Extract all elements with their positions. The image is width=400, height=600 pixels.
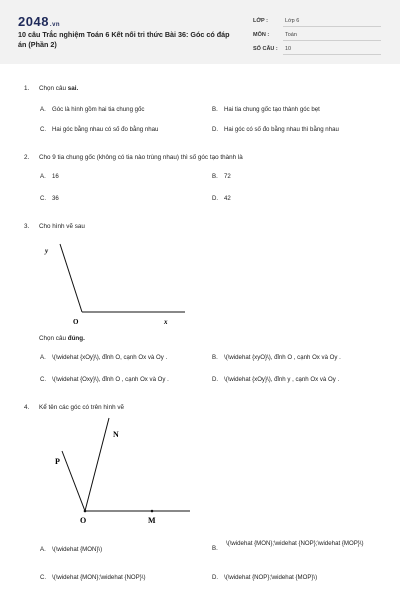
question-number: 1.	[24, 85, 30, 92]
question-prompt: Chọn câu sai.	[39, 85, 79, 92]
option-4c[interactable]: C. \(\widehat {MON};\widehat {NOP}\)	[40, 574, 146, 581]
option-text: Hai góc bằng nhau có số đo bằng nhau	[52, 126, 159, 133]
option-4d[interactable]: D. \(\widehat {NOP};\widehat {MOP}\)	[212, 574, 318, 581]
ray-on	[85, 418, 109, 511]
meta-count-value: 10	[285, 46, 292, 52]
label-m: M	[148, 516, 156, 525]
question-number: 2.	[24, 154, 30, 161]
label-p: P	[55, 457, 60, 466]
meta-divider	[283, 26, 381, 27]
option-4a[interactable]: A. \(\widehat {MON}\)	[40, 546, 103, 553]
document-header	[0, 0, 400, 64]
option-2c[interactable]: C. 36	[40, 195, 59, 202]
option-3d[interactable]: D. \(\widehat {xOy}\), đỉnh y , cạnh Ox và Oy .	[212, 376, 340, 383]
option-1a[interactable]: A. Góc là hình gồm hai tia chung gốc	[40, 106, 145, 113]
option-text: 36	[52, 195, 59, 202]
option-text: \(\widehat {xOy}\), đỉnh y , cạnh Ox và Oy .	[224, 376, 340, 383]
option-2b[interactable]: B. 72	[212, 173, 231, 180]
meta-divider	[283, 40, 381, 41]
meta-divider	[283, 54, 381, 55]
option-text: 16	[52, 173, 59, 180]
label-y: y	[45, 247, 49, 255]
question-number: 3.	[24, 223, 30, 230]
meta-class	[253, 17, 381, 27]
option-text: \(\widehat {xyO}\), đỉnh O , cạnh Ox và Oy .	[224, 354, 341, 361]
option-text: \(\widehat {xOy}\), đỉnh O, cạnh Ox và Oy .	[52, 354, 168, 361]
option-3b[interactable]: B. \(\widehat {xyO}\), đỉnh O , cạnh Ox và Oy .	[212, 354, 341, 361]
option-text: \(\widehat {Oxy}\), đỉnh O , cạnh Ox và Oy .	[52, 376, 169, 383]
meta-class-key: LỚP :	[253, 18, 268, 24]
option-2a[interactable]: A. 16	[40, 173, 59, 180]
option-text: Hai tia chung gốc tạo thành góc bẹt	[224, 106, 320, 113]
meta-count	[253, 45, 381, 55]
label-n: N	[113, 430, 119, 439]
option-4b[interactable]: B. \(\widehat {MON};\widehat {NOP};\widehat {MOP}\)	[212, 540, 372, 549]
meta-subject	[253, 31, 381, 41]
point-m	[151, 510, 154, 513]
site-logo[interactable]	[18, 14, 60, 29]
question-prompt: Cho 9 tia chung gốc (không có tia nào trùng nhau) thì số góc tạo thành là	[39, 154, 243, 161]
option-2d[interactable]: D. 42	[212, 195, 231, 202]
option-text: Hai góc có số đo bằng nhau thì bằng nhau	[224, 126, 339, 133]
option-1b[interactable]: B. Hai tia chung gốc tạo thành góc bẹt	[212, 106, 320, 113]
angle-mon-figure	[40, 414, 190, 534]
question-number: 4.	[24, 404, 30, 411]
option-1d[interactable]: D. Hai góc có số đo bằng nhau thì bằng nhau	[212, 126, 339, 133]
ray-oy	[60, 244, 82, 312]
ray-op	[62, 451, 85, 511]
logo-text: 2048	[18, 14, 49, 29]
option-text: 72	[224, 173, 231, 180]
option-text: \(\widehat {MON};\widehat {NOP}\)	[52, 574, 146, 581]
sub-prompt: Chọn câu đúng.	[39, 335, 85, 342]
angle-xoy-figure	[30, 236, 190, 326]
meta-count-key: SỐ CÂU :	[253, 46, 278, 52]
option-3a[interactable]: A. \(\widehat {xOy}\), đỉnh O, cạnh Ox và Oy .	[40, 354, 168, 361]
question-3-subprompt	[39, 334, 85, 343]
option-text: \(\widehat {MON}\)	[52, 546, 103, 553]
label-o: O	[73, 318, 79, 326]
option-text: \(\widehat {NOP};\widehat {MOP}\)	[224, 574, 318, 581]
document-title: 10 câu Trắc nghiệm Toán 6 Kết nối tri thức Bài 36: Góc có đáp án (Phần 2)	[18, 30, 230, 49]
meta-subject-value: Toán	[285, 32, 297, 38]
logo-suffix: .vn	[49, 22, 61, 28]
option-text: \(\widehat {MON};\widehat {NOP};\widehat {MOP}\)	[226, 540, 364, 547]
option-1c[interactable]: C. Hai góc bằng nhau có số đo bằng nhau	[40, 126, 159, 133]
option-text: Góc là hình gồm hai tia chung gốc	[52, 106, 145, 113]
meta-class-value: Lớp 6	[285, 18, 300, 24]
label-o: O	[80, 516, 87, 525]
label-x: x	[164, 318, 168, 326]
point-o	[84, 510, 87, 513]
question-prompt: Cho hình vẽ sau	[39, 223, 85, 230]
meta-subject-key: MÔN :	[253, 32, 270, 38]
option-3c[interactable]: C. \(\widehat {Oxy}\), đỉnh O , cạnh Ox và Oy .	[40, 376, 169, 383]
question-prompt: Kể tên các góc có trên hình vẽ	[39, 404, 125, 411]
option-text: 42	[224, 195, 231, 202]
